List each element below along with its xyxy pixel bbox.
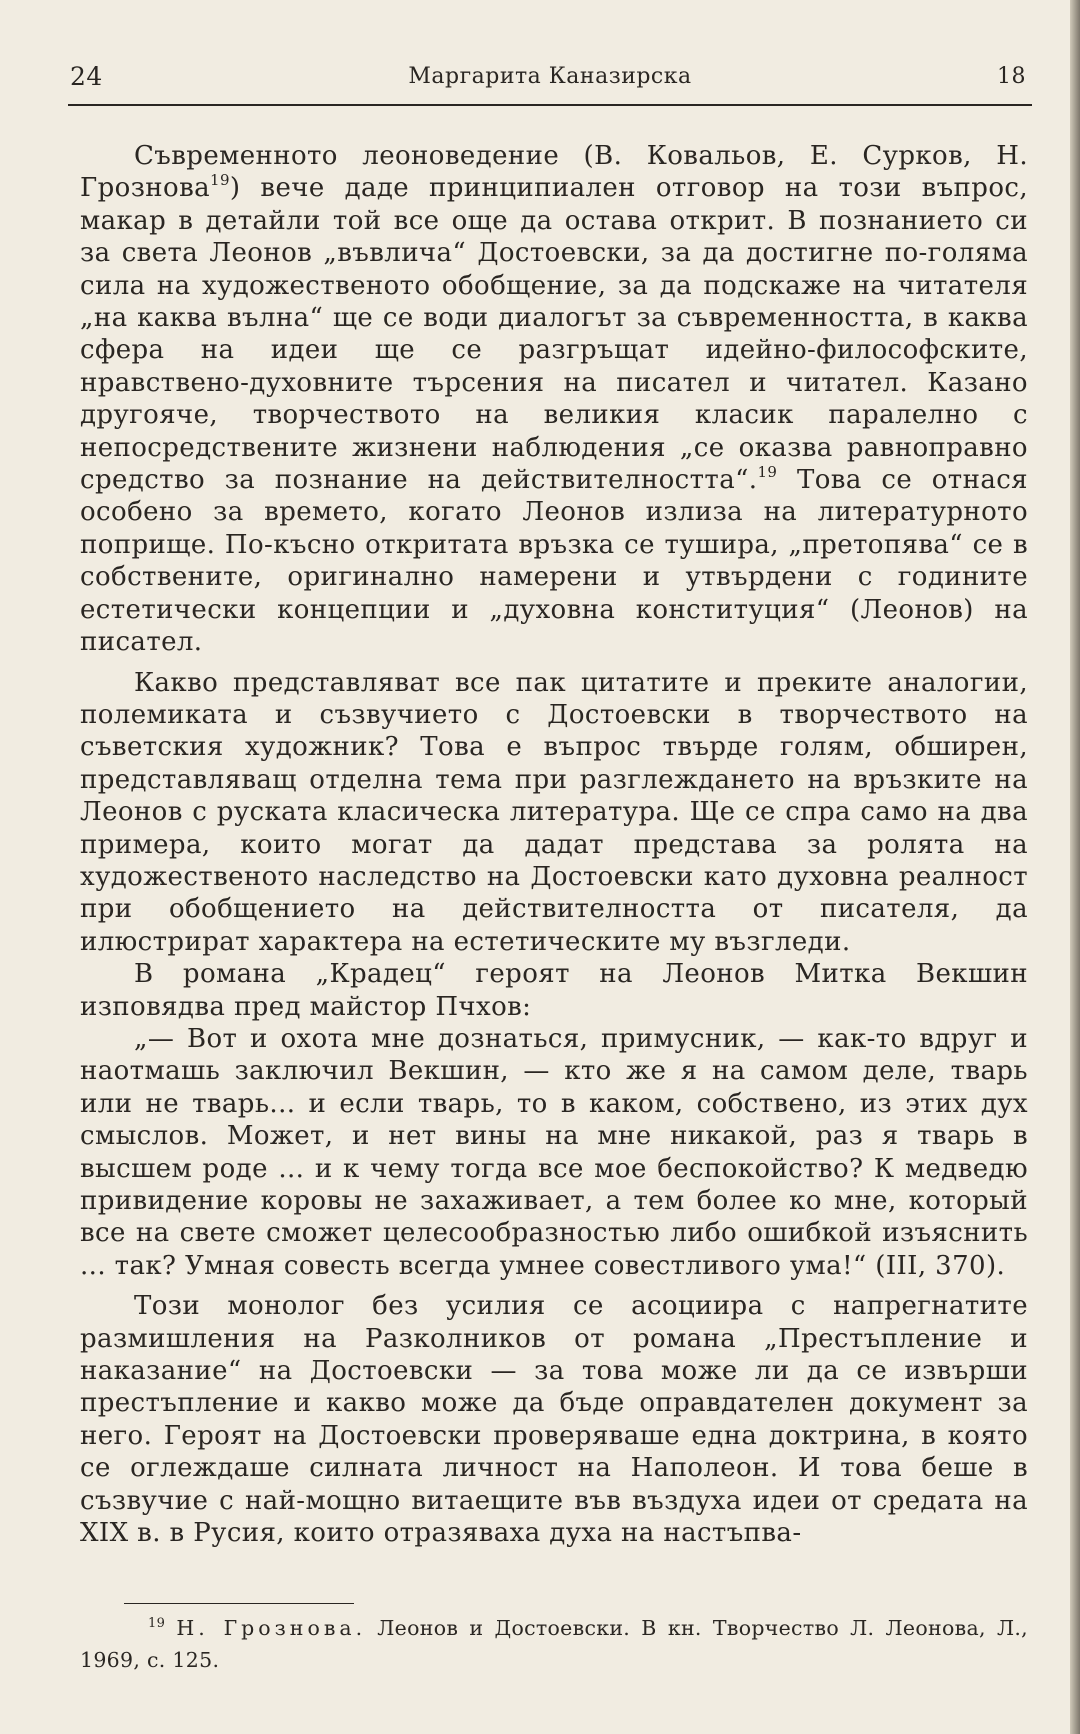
header-rule [68,104,1032,106]
paragraph-5: Този монолог без усилия се асоциира с напрегнатите размишления на Разколников от романа „Престъпление и наказание“ на Достоевски — за това може ли да се извърши престъпление и какво може да бъде оправдателен документ за него. Героят на Достоевски проверяваше една доктрина, в която се оглеждаше силната личност на Наполеон. И това беше в съзвучие с най-мощно витаещите във въздуха идеи от средата на XIX в. в Русия, които отразяваха духа на настъпва- [80,1291,1028,1549]
text-segment: Съвременното леоноведение (В. Ковальов, Е. Сурков, Н. Грознова [80,141,1028,204]
footnote [80,1608,1028,1676]
paragraph-2: Какво представляват все пак цитатите и преките аналогии, полемиката и съзвучието с Достоевски в творчеството на съветския художник? Това е въпрос твърде голям, обширен, представляващ отделна тема при разглеждането на връзките на Леонов с руската класическа литература. Ще се спра само на два примера, които могат да дадат представа за ролята на художественото наследство на Достоевски като духовна реалност при обобщението на действителността от писателя, да илюстрират характера на естетическите му възгледи. [80,667,1028,957]
body-text [80,140,1028,1557]
signature-number: 18 [997,64,1026,89]
running-title: Маргарита Каназирска [408,64,692,89]
text-segment: Това се отнася особено за времето, когато Леонов излиза на литературното поприще. По-късно откритата връзка се тушира, „претопява“ се в собствените, оригинално намерени и утвърдени с годините естетически концепции и „духовна конституция“ (Леонов) на писател. [80,465,1028,658]
footnote-number: 19 [148,1616,166,1631]
page-edge [1070,0,1080,1734]
paragraph-1 [80,140,1028,659]
page-number: 24 [70,62,103,91]
footnote-ref: 19 [757,463,778,482]
footnote-ref: 19 [210,171,230,190]
footnote-rule [124,1603,354,1604]
paragraph-3: В романа „Крадец“ героят на Леонов Митка Векшин изповядва пред майстор Пчхов: [80,959,1028,1022]
running-header [68,58,1032,98]
footnote-author: Н. Грознова. [176,1616,367,1640]
footnote-text: Леонов и Достоевски. В кн. Творчество Л. Леонова, Л., 1969, с. 125. [80,1616,1028,1672]
quote-paragraph: „— Вот и охота мне дознаться, примусник, — как-то вдруг и наотмашь заключил Векшин, — кто же я на самом деле, тварь или не тварь... и если тварь, то в каком, собствено, из этих дух смыслов. Может, и нет вины на мне никакой, раз я тварь в высшем роде ... и к чему тогда все мое беспокойство? К медведю привидение коровы не захаживает, а тем более ко мне, который все на свете сможет целесообразностью либо ошибкой изъяснить ... так? Умная совесть всегда умнее совестливого ума!“ (III, 370). [80,1023,1028,1281]
text-segment: ) вече даде принципиален отговор на този въпрос, макар в детайли той все още да остава открит. В познанието си за света Леонов „въвлича“ Достоевски, за да достигне по-голяма сила на художественото обобщение, за да подскаже на читателя „на каква вълна“ ще се води диалогът за съвременността, в каква сфера на идеи ще се разгръщат идейно-философските, нравствено-духовните търсения на писател и читател. Казано другояче, творчеството на великия класик паралелно с непосредствените жизнени наблюдения „се оказва равноправно средство за познание на действителността“. [80,173,1028,496]
